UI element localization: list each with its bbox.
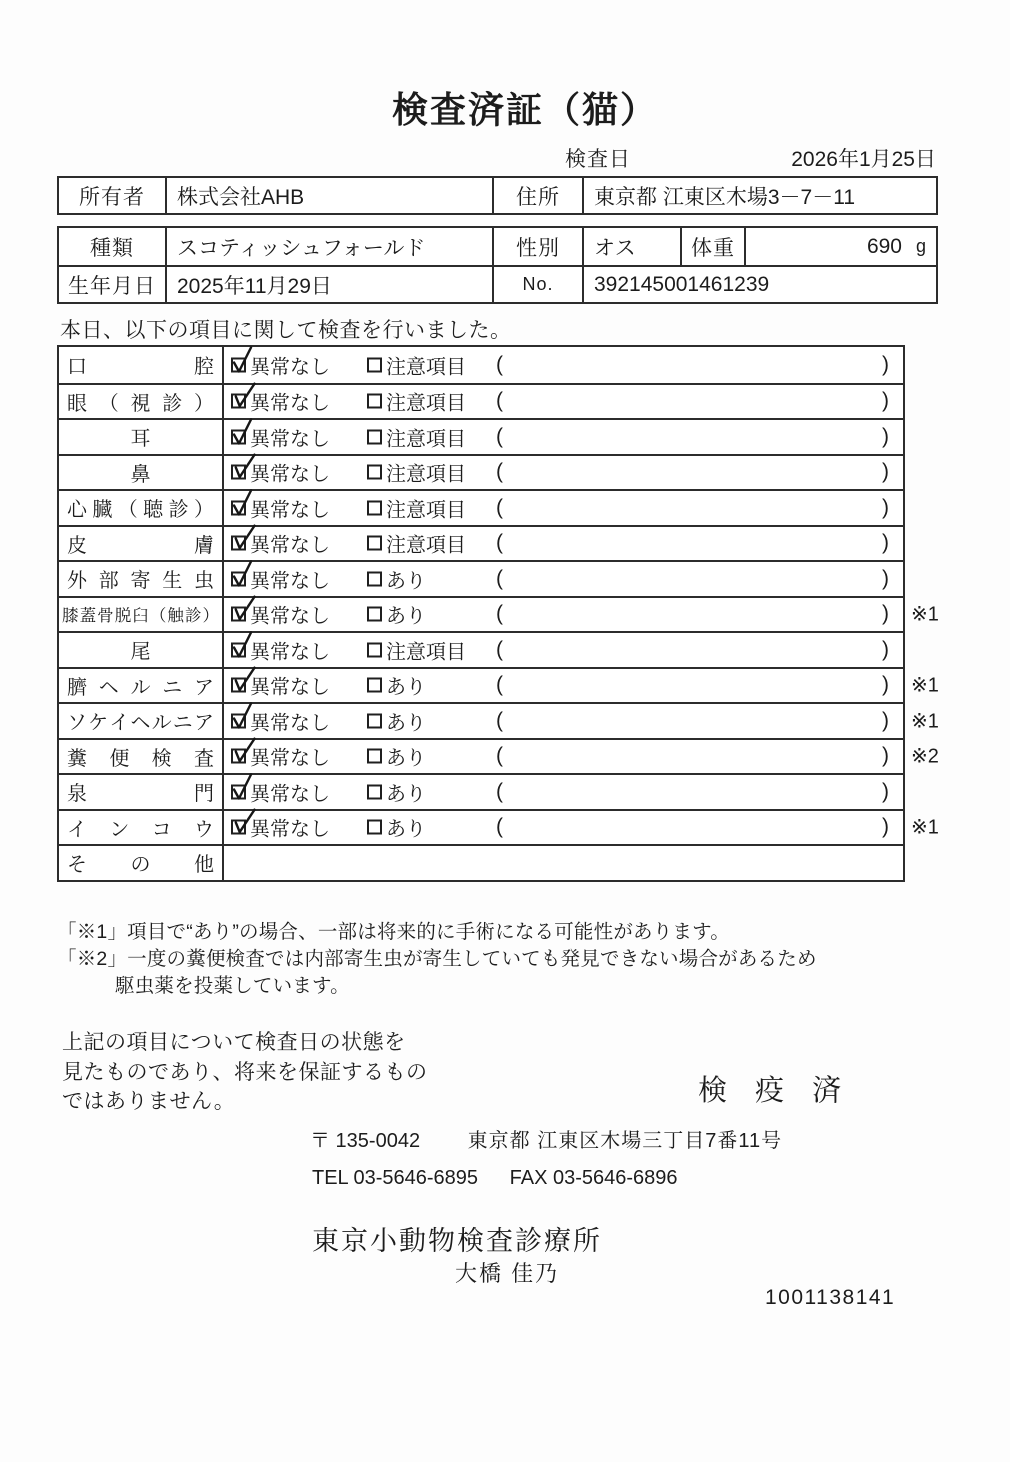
intro-text: 本日、以下の項目に関して検査を行いました。 bbox=[60, 319, 512, 342]
checklist-item-label: 耳 bbox=[59, 420, 224, 454]
checkbox-no-abnormality-label: 異常なし bbox=[250, 712, 330, 735]
weight-unit: g bbox=[915, 236, 926, 256]
checkbox-no-abnormality[interactable] bbox=[231, 820, 246, 835]
birthdate-label: 生年月日 bbox=[68, 274, 156, 298]
remarks-paren-open: ( bbox=[496, 602, 503, 626]
checkbox-no-abnormality[interactable] bbox=[231, 571, 246, 586]
checklist-row bbox=[59, 667, 939, 703]
remarks-paren-open: ( bbox=[496, 815, 503, 839]
checklist-item-content bbox=[224, 562, 903, 596]
remarks-paren-close: ) bbox=[882, 708, 889, 732]
checklist-row bbox=[59, 383, 903, 419]
checklist-item-label: 糞 便 検 査 bbox=[59, 740, 224, 774]
veterinarian-name: 大橋 佳乃 bbox=[455, 1261, 560, 1286]
checklist-item-label: 尾 bbox=[59, 633, 224, 667]
weight-cell bbox=[744, 228, 936, 265]
normal-option bbox=[231, 813, 330, 842]
normal-option bbox=[231, 777, 330, 806]
checkbox-issue-label: あり bbox=[386, 747, 426, 770]
checkbox-issue[interactable] bbox=[367, 394, 382, 409]
normal-option bbox=[231, 458, 330, 487]
normal-option bbox=[231, 600, 330, 629]
remarks-paren-close: ) bbox=[882, 424, 889, 448]
checkbox-issue[interactable] bbox=[367, 500, 382, 515]
normal-option bbox=[231, 635, 330, 664]
normal-option bbox=[231, 493, 330, 522]
footnotes bbox=[57, 919, 817, 1000]
checklist-item-content bbox=[224, 420, 903, 454]
normal-option bbox=[231, 387, 330, 416]
footnote-1: 「※1」項目で“あり”の場合、一部は将来的に手術になる可能性があります。 bbox=[57, 921, 730, 943]
remarks-paren-close: ) bbox=[882, 566, 889, 590]
remarks-paren-close: ) bbox=[882, 637, 889, 661]
checklist-row bbox=[59, 596, 939, 632]
checklist-item-label: 鼻 bbox=[59, 456, 224, 490]
clinic-name: 東京小動物検査診療所 bbox=[312, 1226, 602, 1256]
checklist-item-content bbox=[224, 491, 903, 525]
checklist-row bbox=[59, 560, 903, 596]
issue-option bbox=[367, 600, 426, 629]
clinic-postal-code: 〒 135-0042 bbox=[310, 1130, 421, 1152]
checkbox-issue[interactable] bbox=[367, 678, 382, 693]
checkbox-issue-label: あり bbox=[386, 605, 426, 628]
breed-value: スコティッシュフォールド bbox=[165, 228, 492, 265]
checklist-row bbox=[59, 844, 903, 880]
checkbox-issue-label: 注意項目 bbox=[386, 356, 466, 379]
issue-option bbox=[367, 671, 426, 700]
check-mark-icon bbox=[229, 630, 255, 660]
checkbox-no-abnormality[interactable] bbox=[231, 607, 246, 622]
remarks-paren-close: ) bbox=[882, 531, 889, 555]
owner-label: 所有者 bbox=[79, 185, 145, 209]
checklist-item-label: 口 腔 bbox=[59, 347, 224, 383]
checklist-item-content bbox=[224, 633, 903, 667]
checkbox-issue-label: 注意項目 bbox=[386, 392, 466, 415]
owner-value: 株式会社AHB bbox=[165, 178, 492, 213]
checklist-row bbox=[59, 773, 903, 809]
weight-label: 体重 bbox=[680, 228, 744, 265]
checkbox-no-abnormality[interactable] bbox=[231, 642, 246, 657]
checklist-item-label: 外 部 寄 生 虫 bbox=[59, 562, 224, 596]
checkbox-no-abnormality[interactable] bbox=[231, 429, 246, 444]
disclaimer-line-1: 上記の項目について検査日の状態を bbox=[62, 1031, 406, 1054]
remarks-paren-open: ( bbox=[496, 352, 503, 376]
checklist-row bbox=[59, 418, 903, 454]
checklist-item-content bbox=[224, 811, 903, 845]
checklist-row bbox=[59, 631, 903, 667]
check-mark-icon bbox=[229, 592, 258, 625]
checkbox-no-abnormality[interactable] bbox=[231, 465, 246, 480]
checklist-row bbox=[59, 738, 939, 774]
issue-option bbox=[367, 458, 466, 487]
remarks-paren-close: ) bbox=[882, 460, 889, 484]
checkbox-issue-label: あり bbox=[386, 676, 426, 699]
normal-option bbox=[231, 350, 330, 379]
checkbox-no-abnormality[interactable] bbox=[231, 713, 246, 728]
pet-info-table bbox=[57, 226, 938, 304]
remarks-paren-close: ) bbox=[882, 815, 889, 839]
checkbox-issue[interactable] bbox=[367, 607, 382, 622]
normal-option bbox=[231, 671, 330, 700]
footnote-2-continued: 駆虫薬を投薬しています。 bbox=[115, 975, 350, 997]
issue-option bbox=[367, 493, 466, 522]
checkbox-issue[interactable] bbox=[367, 749, 382, 764]
clinic-address: 東京都 江東区木場三丁目7番11号 bbox=[467, 1130, 783, 1152]
remarks-paren-open: ( bbox=[496, 566, 503, 590]
normal-option bbox=[231, 564, 330, 593]
issue-option bbox=[367, 635, 466, 664]
checkbox-no-abnormality-label: 異常なし bbox=[250, 605, 330, 628]
checklist-item-content bbox=[224, 347, 903, 383]
page-title: 検査済証（猫） bbox=[391, 89, 658, 130]
check-mark-icon bbox=[229, 805, 258, 838]
checkbox-issue[interactable] bbox=[367, 713, 382, 728]
checklist-item-label: 泉 門 bbox=[59, 775, 224, 809]
check-mark-icon bbox=[229, 521, 258, 554]
checkbox-issue-label: 注意項目 bbox=[386, 463, 466, 486]
address-value: 東京都 江東区木場3－7－11 bbox=[582, 178, 936, 213]
sex-label: 性別 bbox=[492, 228, 582, 265]
clinic-phone-line bbox=[312, 1167, 678, 1190]
remarks-paren-close: ) bbox=[882, 602, 889, 626]
checkbox-issue-label: 注意項目 bbox=[386, 499, 466, 522]
checklist-item-content bbox=[224, 846, 903, 880]
footnote-ref: ※1 bbox=[911, 816, 939, 839]
disclaimer-text bbox=[62, 1028, 428, 1117]
id-number-label: No. bbox=[492, 267, 582, 302]
checkbox-issue-label: 注意項目 bbox=[386, 641, 466, 664]
checkbox-issue[interactable] bbox=[367, 429, 382, 444]
issue-option bbox=[367, 422, 466, 451]
checkbox-issue-label: あり bbox=[386, 818, 426, 841]
footnote-ref: ※1 bbox=[911, 710, 939, 733]
remarks-paren-open: ( bbox=[496, 389, 503, 413]
inspection-date-row bbox=[57, 143, 938, 173]
checkbox-no-abnormality-label: 異常なし bbox=[250, 676, 330, 699]
remarks-paren-open: ( bbox=[496, 495, 503, 519]
checklist-item-label: 臍 ヘ ル ニ ア bbox=[59, 669, 224, 703]
checklist-item-label: 心 臓 （ 聴 診 ） bbox=[59, 491, 224, 525]
check-mark-icon bbox=[229, 701, 255, 731]
disclaimer-line-2: 見たものであり、将来を保証するもの bbox=[62, 1060, 428, 1084]
checkbox-no-abnormality-label: 異常なし bbox=[250, 499, 330, 522]
checklist-item-content bbox=[224, 527, 903, 561]
check-mark-icon bbox=[229, 488, 255, 518]
remarks-paren-close: ) bbox=[882, 779, 889, 803]
checkbox-no-abnormality[interactable] bbox=[231, 394, 246, 409]
remarks-paren-open: ( bbox=[496, 673, 503, 697]
normal-option bbox=[231, 422, 330, 451]
check-mark-icon bbox=[229, 772, 255, 802]
weight-value: 690 bbox=[866, 234, 902, 258]
checklist-item-label: ソ ケ イ ヘ ル ニ ア bbox=[59, 704, 224, 738]
footnote-ref: ※1 bbox=[911, 603, 939, 626]
issue-option bbox=[367, 742, 426, 771]
checkbox-no-abnormality-label: 異常なし bbox=[250, 392, 330, 415]
checkbox-issue[interactable] bbox=[367, 465, 382, 480]
checkbox-issue[interactable] bbox=[367, 820, 382, 835]
remarks-paren-open: ( bbox=[496, 779, 503, 803]
quarantine-passed-stamp: 検 疫 済 bbox=[698, 1075, 852, 1107]
owner-table bbox=[57, 176, 938, 215]
checkbox-no-abnormality-label: 異常なし bbox=[250, 641, 330, 664]
remarks-paren-open: ( bbox=[496, 460, 503, 484]
remarks-paren-close: ) bbox=[882, 673, 889, 697]
checkbox-no-abnormality[interactable] bbox=[231, 536, 246, 551]
checklist-item-content bbox=[224, 669, 903, 703]
remarks-paren-open: ( bbox=[496, 744, 503, 768]
checkbox-no-abnormality[interactable] bbox=[231, 678, 246, 693]
checkbox-no-abnormality-label: 異常なし bbox=[250, 570, 330, 593]
clinic-tel: TEL 03-5646-6895 bbox=[312, 1167, 479, 1189]
checkbox-issue-label: あり bbox=[386, 570, 426, 593]
checkbox-no-abnormality-label: 異常なし bbox=[250, 534, 330, 557]
checkbox-no-abnormality-label: 異常なし bbox=[250, 818, 330, 841]
checkbox-issue[interactable] bbox=[367, 536, 382, 551]
checklist-row bbox=[59, 525, 903, 561]
checklist-item-label: 膝 蓋 骨 脱 臼 （ 触 診 ） bbox=[59, 598, 224, 632]
normal-option bbox=[231, 742, 330, 771]
check-mark-icon bbox=[229, 345, 255, 375]
footnote-ref: ※1 bbox=[911, 674, 939, 697]
remarks-paren-open: ( bbox=[496, 531, 503, 555]
normal-option bbox=[231, 706, 330, 735]
clinic-fax: FAX 03-5646-6896 bbox=[509, 1167, 678, 1189]
checkbox-no-abnormality-label: 異常なし bbox=[250, 463, 330, 486]
checklist-item-label: 眼 （ 視 診 ） bbox=[59, 385, 224, 419]
remarks-paren-close: ) bbox=[882, 352, 889, 376]
footnote-ref: ※2 bbox=[911, 745, 939, 768]
remarks-paren-close: ) bbox=[882, 495, 889, 519]
checkbox-issue-label: あり bbox=[386, 712, 426, 735]
remarks-paren-close: ) bbox=[882, 389, 889, 413]
remarks-paren-open: ( bbox=[496, 424, 503, 448]
birthdate-value: 2025年11月29日 bbox=[165, 267, 492, 302]
remarks-paren-open: ( bbox=[496, 708, 503, 732]
check-mark-icon bbox=[229, 417, 255, 447]
issue-option bbox=[367, 529, 466, 558]
checklist-row bbox=[59, 454, 903, 490]
check-mark-icon bbox=[229, 663, 258, 696]
serial-number: 1001138141 bbox=[765, 1286, 896, 1309]
checkbox-no-abnormality-label: 異常なし bbox=[250, 747, 330, 770]
remarks-paren-open: ( bbox=[496, 637, 503, 661]
checklist-row bbox=[59, 489, 903, 525]
check-mark-icon bbox=[229, 559, 255, 589]
checkbox-no-abnormality[interactable] bbox=[231, 357, 246, 372]
issue-option bbox=[367, 387, 466, 416]
inspection-date-label: 検査日 bbox=[565, 148, 631, 171]
checklist-item-label: 皮 膚 bbox=[59, 527, 224, 561]
issue-option bbox=[367, 706, 426, 735]
inspection-checklist bbox=[57, 345, 939, 882]
footnote-2: 「※2」一度の糞便検査では内部寄生虫が寄生していても発見できない場合があるため bbox=[57, 948, 817, 970]
checklist-row bbox=[59, 347, 903, 383]
clinic-address-line bbox=[310, 1124, 782, 1153]
checklist-item-content bbox=[224, 775, 903, 809]
checklist-row bbox=[59, 702, 939, 738]
checkbox-issue-label: 注意項目 bbox=[386, 428, 466, 451]
checklist-row bbox=[59, 809, 939, 845]
normal-option bbox=[231, 529, 330, 558]
disclaimer-line-3: ではありません。 bbox=[62, 1090, 236, 1113]
inspection-date-value: 2026年1月25日 bbox=[791, 148, 936, 171]
checkbox-issue[interactable] bbox=[367, 642, 382, 657]
id-number-value: 392145001461239 bbox=[582, 267, 936, 302]
checkbox-no-abnormality[interactable] bbox=[231, 500, 246, 515]
issue-option bbox=[367, 564, 426, 593]
check-mark-icon bbox=[229, 379, 258, 412]
issue-option bbox=[367, 813, 426, 842]
checklist-item-label: イ ン コ ウ bbox=[59, 811, 224, 845]
check-mark-icon bbox=[229, 734, 258, 767]
breed-label: 種類 bbox=[90, 236, 134, 260]
address-label: 住所 bbox=[492, 178, 582, 213]
issue-option bbox=[367, 350, 466, 379]
checkbox-no-abnormality-label: 異常なし bbox=[250, 783, 330, 806]
checklist-item-content bbox=[224, 598, 903, 632]
checkbox-no-abnormality-label: 異常なし bbox=[250, 428, 330, 451]
checklist-item-content bbox=[224, 385, 903, 419]
checkbox-issue-label: あり bbox=[386, 783, 426, 806]
issue-option bbox=[367, 777, 426, 806]
checklist-item-content bbox=[224, 740, 903, 774]
check-mark-icon bbox=[229, 450, 258, 483]
checklist-item-label: そ の 他 bbox=[59, 846, 224, 880]
checkbox-issue-label: 注意項目 bbox=[386, 534, 466, 557]
remarks-paren-close: ) bbox=[882, 744, 889, 768]
checkbox-issue[interactable] bbox=[367, 571, 382, 586]
checkbox-issue[interactable] bbox=[367, 784, 382, 799]
checkbox-issue[interactable] bbox=[367, 357, 382, 372]
sex-value: オス bbox=[582, 228, 680, 265]
checkbox-no-abnormality[interactable] bbox=[231, 749, 246, 764]
checkbox-no-abnormality[interactable] bbox=[231, 784, 246, 799]
checkbox-no-abnormality-label: 異常なし bbox=[250, 356, 330, 379]
checklist-item-content bbox=[224, 456, 903, 490]
checklist-item-content bbox=[224, 704, 903, 738]
